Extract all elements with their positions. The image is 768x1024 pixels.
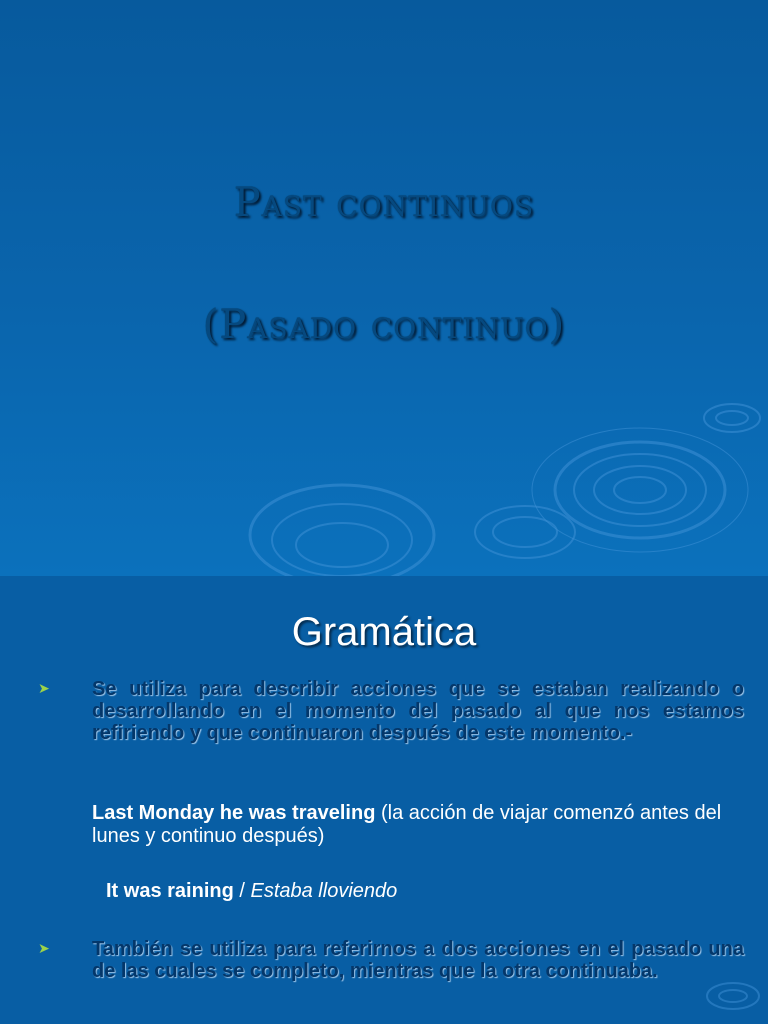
example-english: It was raining [106,880,234,902]
slide-title-line-2: (Pasado continuo) [202,302,566,348]
arrow-bullet-icon: ➤ [38,940,50,956]
arrow-bullet-icon: ➤ [38,680,50,696]
example-english: Last Monday he was traveling [92,802,376,824]
bullet-text-two-actions: También se utiliza para referirnos a dos acciones en el pasado una de las cuales se completo, mientras que la otra continuaba. [92,938,744,982]
bullet-text-usage: Se utiliza para describir acciones que se estaban realizando o desarrollando en el momento del pasado al que nos estamos refiriendo y que continuaron después de este momento.- [92,678,744,744]
example-spanish: Estaba lloviendo [250,880,398,902]
slide-heading: Gramática [291,610,477,654]
slide-2 [0,576,768,1024]
example-spanish: (la acción de viajar comenzó antes del lunes y continuo después) [92,802,722,847]
example-separator: / [233,880,251,902]
example-sentence-1 [92,802,752,848]
slide-title-line-1: Past continuos [233,180,535,226]
example-sentence-2 [106,880,766,903]
